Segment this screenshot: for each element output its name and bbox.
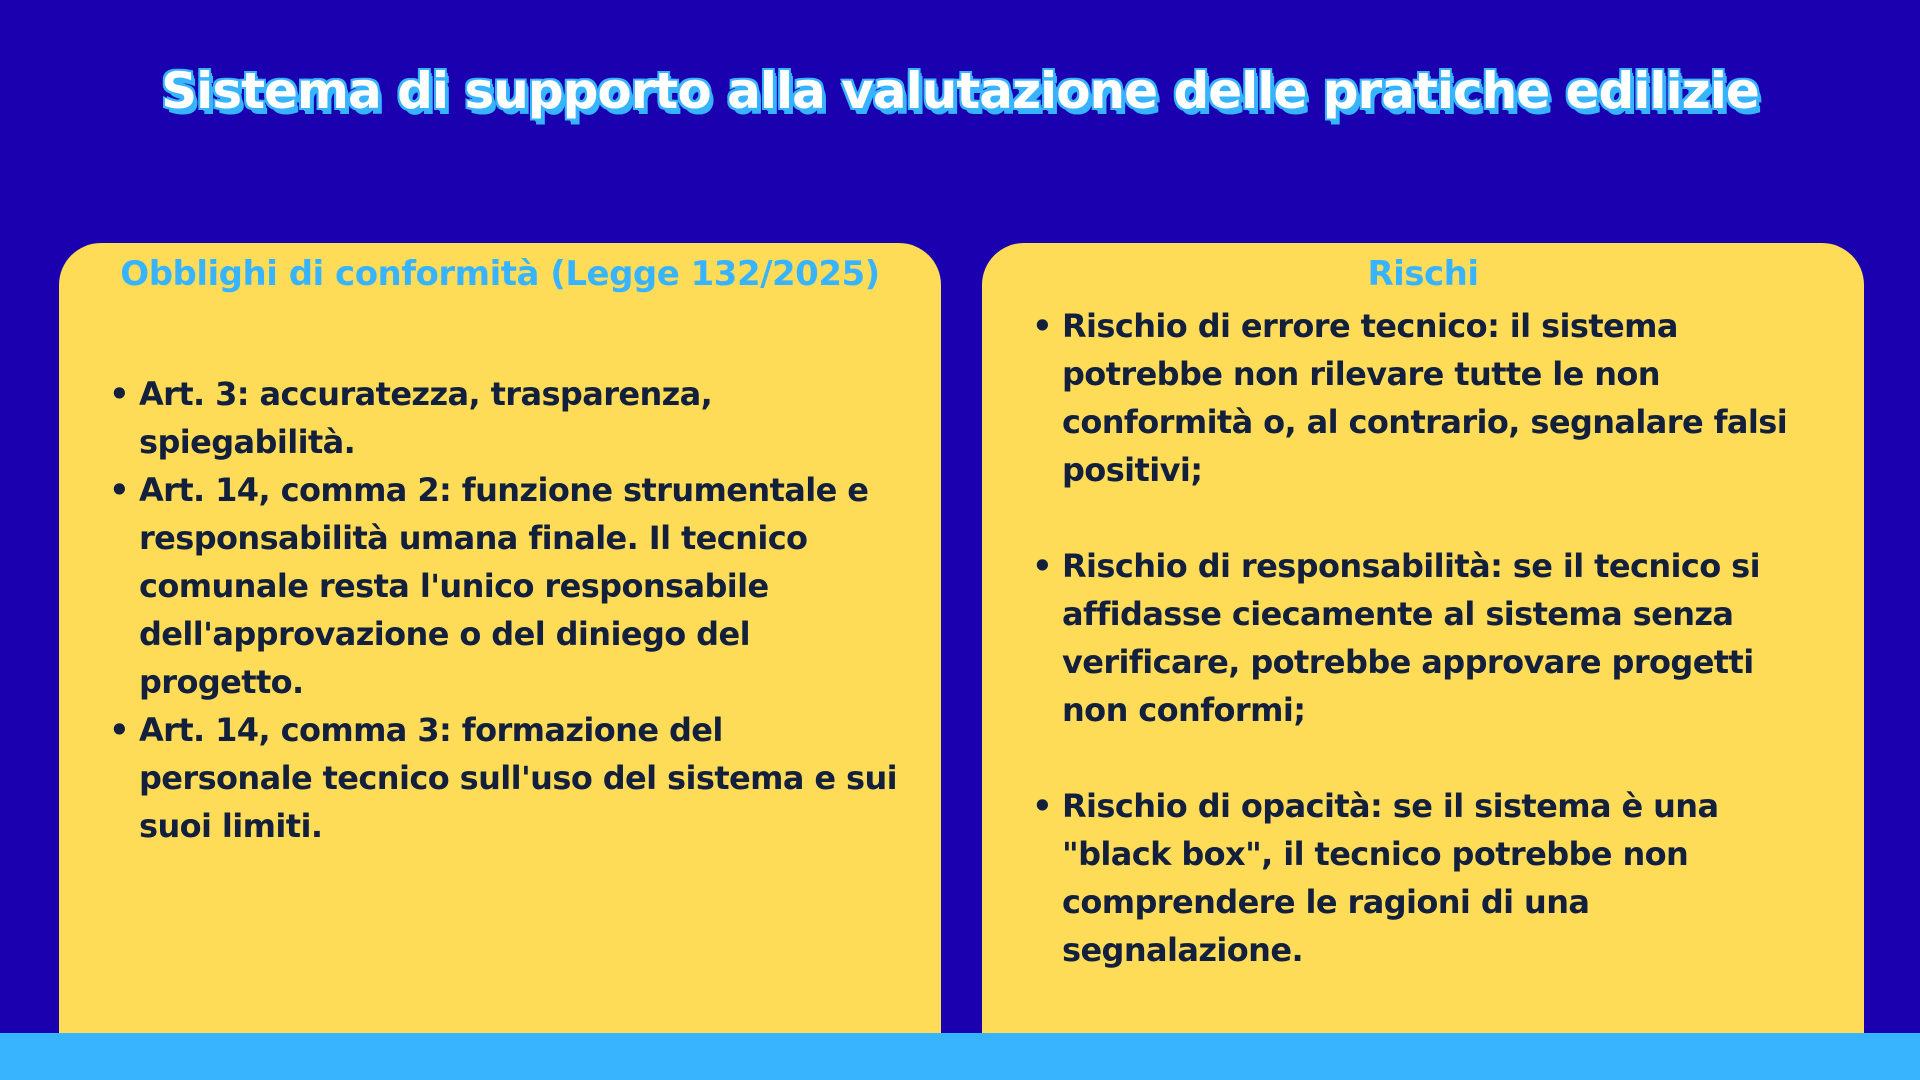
bottom-bar xyxy=(0,1033,1920,1080)
list-item xyxy=(59,466,941,706)
risks-list xyxy=(982,302,1864,974)
bullet-icon: • xyxy=(109,471,129,509)
obligation-text: Art. 14, comma 2: funzione strumentale e responsabilità umana finale. Il tecnico comunale resta l'unico responsabile dell'approvazione o del diniego del progetto. xyxy=(139,471,869,701)
risk-text: Rischio di opacità: se il sistema è una "black box", il tecnico potrebbe non comprendere le ragioni di una segnalazione. xyxy=(1062,787,1719,969)
bullet-icon: • xyxy=(1032,547,1052,585)
list-item xyxy=(982,542,1864,734)
list-item xyxy=(982,302,1864,494)
bullet-icon: • xyxy=(109,711,129,749)
obligations-card xyxy=(59,243,941,1043)
slide-title: Sistema di supporto alla valutazione delle pratiche edilizie xyxy=(161,62,1759,120)
obligations-list xyxy=(59,370,941,850)
obligation-text: Art. 14, comma 3: formazione del personale tecnico sull'uso del sistema e sui suoi limiti. xyxy=(139,711,898,845)
risks-card xyxy=(982,243,1864,1043)
obligations-heading: Obblighi di conformità (Legge 132/2025) xyxy=(120,254,880,294)
list-item xyxy=(59,370,941,466)
bullet-icon: • xyxy=(1032,307,1052,345)
risks-heading: Rischi xyxy=(1367,254,1479,294)
list-item xyxy=(982,782,1864,974)
list-item xyxy=(59,706,941,850)
bullet-icon: • xyxy=(109,375,129,413)
risk-text: Rischio di errore tecnico: il sistema potrebbe non rilevare tutte le non conformità o, al contrario, segnalare falsi positivi; xyxy=(1062,307,1788,489)
obligation-text: Art. 3: accuratezza, trasparenza, spiegabilità. xyxy=(139,375,713,461)
bullet-icon: • xyxy=(1032,787,1052,825)
risk-text: Rischio di responsabilità: se il tecnico si affidasse ciecamente al sistema senza verificare, potrebbe approvare progetti non conformi; xyxy=(1062,547,1760,729)
